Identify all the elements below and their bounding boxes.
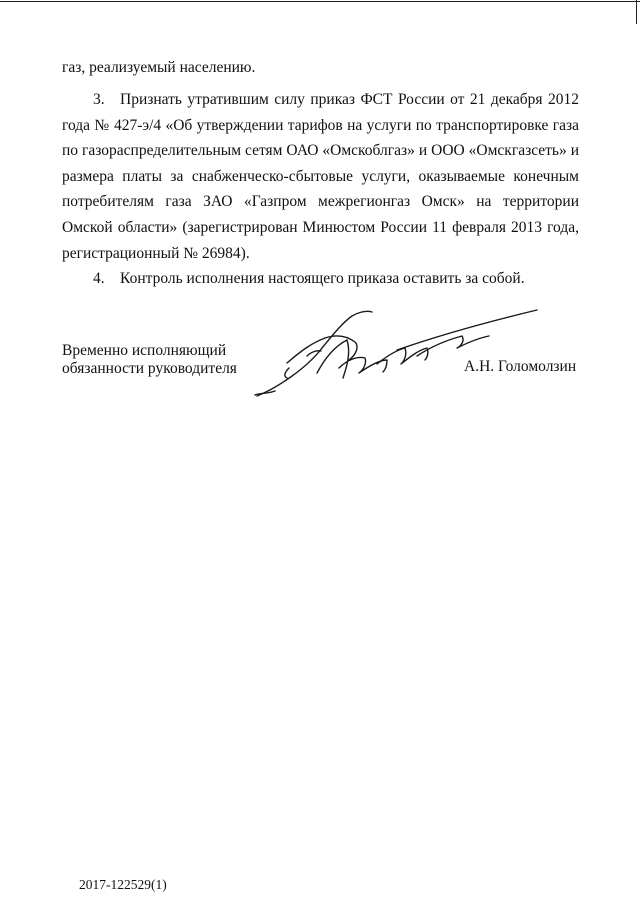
right-edge-line [636, 0, 637, 24]
paragraph-3-number: 3. [93, 91, 105, 108]
paragraph-4-number: 4. [93, 270, 105, 287]
position-line-2: обязанности руководителя [62, 359, 237, 377]
signatory-position [62, 342, 237, 377]
paragraph-3 [62, 87, 579, 266]
position-line-1: Временно исполняющий [62, 342, 227, 359]
top-border-line [0, 1, 640, 2]
intro-line: газ, реализуемый населению. [62, 59, 256, 76]
document-code: 2017-122529(1) [79, 877, 167, 892]
signatory-name: А.Н. Голомолзин [464, 358, 577, 375]
paragraph-4-text: Контроль исполнения настоящего приказа оставить за собой. [120, 270, 525, 287]
paragraph-3-text: Признать утратившим силу приказ ФСТ России от 21 декабря 2012 года № 427-э/4 «Об утверждении тарифов на услуги по транспортировке газа по газораспределительным сетям ОАО «Омскоблгаз» и ООО «Омскгазсеть» и размера платы за снабженческо-сбытовые услуги, оказываемые конечным потребителям газа ЗАО «Газпром межрегионгаз Омск» на территории Омской области» (зарегистрирован Минюстом России 11 февраля 2013 года, регистрационный № 26984). [62, 91, 579, 262]
handwritten-signature [247, 298, 547, 402]
paragraph-4 [62, 266, 579, 292]
